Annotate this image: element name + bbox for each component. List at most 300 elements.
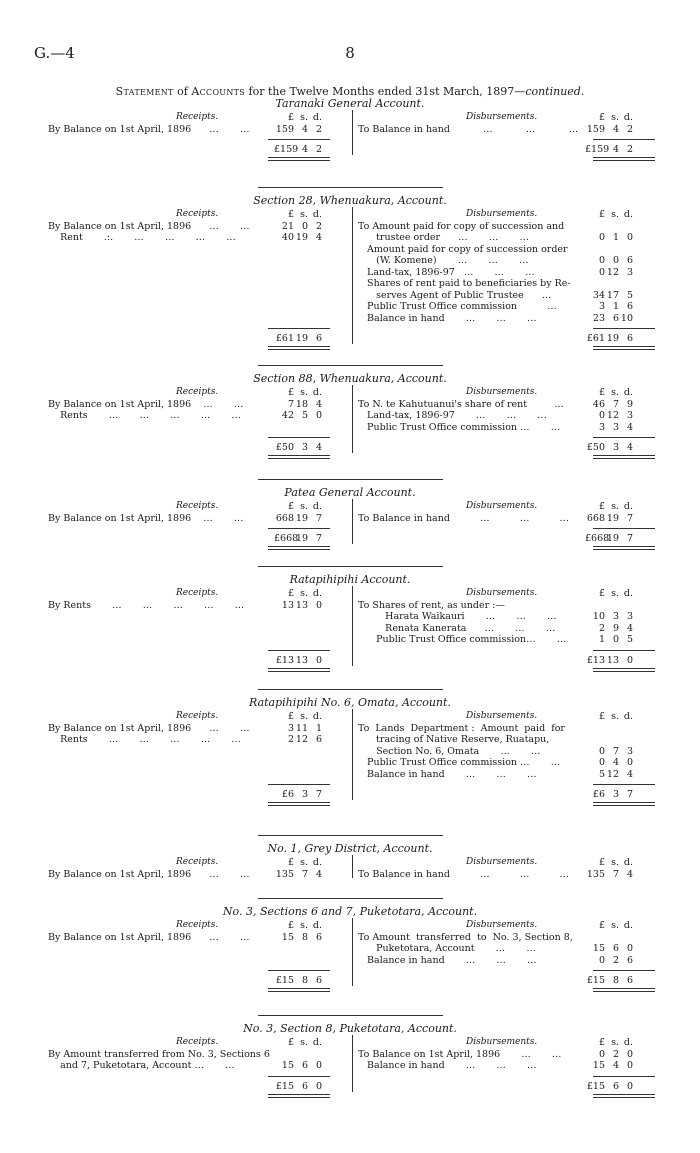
disbursement-amount-l: 15 [592, 943, 605, 954]
disbursement-line: To Amount transferred to No. 3, Section 8, [358, 931, 573, 943]
column-divider [352, 207, 353, 344]
section-divider [258, 187, 443, 188]
disbursement-amount-d: 9 [626, 398, 633, 410]
receipts-currency-header [274, 920, 322, 932]
disbursement-amount-s: 2 [612, 1048, 619, 1060]
disbursement-amount-d: 6 [626, 954, 633, 966]
disbursements-total [585, 333, 633, 345]
disbursements-currency-header [585, 112, 633, 124]
disbursement-amount [585, 757, 633, 769]
receipts-total-d: 0 [315, 1080, 322, 1092]
disbursement-line: Balance in hand … … … [358, 1060, 537, 1071]
disbursements-double-rule [593, 1094, 655, 1095]
disbursements-total-l: £15 [586, 975, 605, 986]
disbursement-amount-s: 0 [612, 634, 619, 645]
disbursement-line: Public Trust Office commission … … [358, 421, 561, 433]
receipts-total-d: 6 [315, 975, 322, 986]
currency-d: d. [623, 112, 633, 123]
disbursements-total-s: 19 [606, 333, 619, 344]
disbursement-amount-s: 6 [612, 312, 619, 324]
disbursement-amount-l: 34 [592, 289, 605, 301]
receipts-total-l: £13 [275, 654, 294, 666]
receipts-total-d: 4 [315, 442, 322, 453]
receipts-sum-line [268, 437, 330, 438]
currency-d: d. [623, 857, 633, 868]
receipt-amount-l: 15 [281, 1060, 294, 1071]
disbursements-sum-line [593, 650, 655, 651]
receipts-total-l: £6 [281, 789, 294, 800]
disbursement-amount-s: 3 [612, 421, 619, 433]
statement-word: Statement [115, 85, 174, 98]
column-divider [352, 385, 353, 453]
disbursements-currency-header [585, 387, 633, 399]
receipts-total-l: £159 [274, 144, 299, 155]
disbursements-currency-header [585, 209, 633, 221]
disbursement-amount-s: 17 [606, 289, 619, 301]
disbursement-amount-l: 3 [598, 421, 605, 433]
disbursement-amount-l: 3 [598, 301, 605, 312]
receipt-line: By Rents … … … … … [48, 599, 245, 611]
disbursement-amount [585, 124, 633, 136]
account-title: Section 88, Whenuakura, Account. [253, 372, 447, 385]
receipt-amount [274, 734, 322, 746]
account-section [0, 574, 700, 704]
currency-l: £ [598, 501, 605, 512]
disbursement-amount-l: 0 [598, 410, 605, 421]
currency-s: s. [611, 387, 619, 398]
currency-s: s. [611, 112, 619, 123]
disbursement-amount-d: 10 [620, 312, 633, 324]
currency-s: s. [300, 711, 308, 722]
disbursement-amount [585, 769, 633, 781]
receipts-sum-line [268, 1076, 330, 1077]
receipt-amount-d: 2 [315, 220, 322, 232]
disbursement-amount [585, 422, 633, 434]
disbursements-header: Disbursements. [466, 711, 538, 721]
section-divider [258, 566, 443, 567]
currency-l: £ [598, 711, 605, 722]
column-divider [352, 110, 353, 155]
disbursement-amount-d: 0 [626, 757, 633, 768]
continued-label: continued. [525, 85, 585, 98]
receipts-total-d: 0 [315, 654, 322, 666]
disbursements-currency-header [585, 711, 633, 723]
currency-l: £ [287, 387, 294, 398]
currency-s: s. [611, 711, 619, 722]
disbursement-line: Balance in hand … … … [358, 312, 537, 324]
disbursements-total-s: 3 [612, 442, 619, 453]
disbursement-amount-l: 0 [598, 757, 605, 768]
receipt-amount-d: 6 [315, 734, 322, 745]
disbursement-amount [585, 723, 633, 735]
receipt-amount [274, 232, 322, 244]
disbursement-amount-l: 2 [598, 622, 605, 634]
receipt-line: By Balance on 1st April, 1896 … … [48, 220, 250, 232]
receipt-line: Rent .:. … … … … [48, 232, 236, 243]
disbursement-amount [585, 313, 633, 325]
currency-l: £ [287, 588, 294, 599]
disbursements-total [585, 789, 633, 801]
section-divider [258, 1015, 443, 1016]
disbursement-amount-d: 0 [626, 1060, 633, 1071]
disbursement-amount [585, 611, 633, 623]
currency-s: s. [300, 209, 308, 220]
disbursement-amount-s: 6 [612, 943, 619, 954]
receipt-amount-d: 2 [315, 123, 322, 135]
disbursement-amount-s: 12 [606, 266, 619, 278]
disbursement-amount-s: 1 [612, 301, 619, 312]
receipt-amount-d: 0 [315, 599, 322, 611]
currency-l: £ [598, 387, 605, 398]
disbursement-amount-d: 3 [626, 266, 633, 278]
receipts-double-rule [268, 1094, 330, 1095]
disbursement-amount-d: 3 [626, 745, 633, 757]
disbursement-amount-l: 0 [598, 266, 605, 278]
disbursement-amount-l: 0 [598, 255, 605, 266]
disbursements-total [585, 1081, 633, 1093]
currency-d: d. [623, 711, 633, 722]
currency-l: £ [287, 501, 294, 512]
disbursement-amount [585, 734, 633, 746]
disbursements-total-s: 13 [606, 654, 619, 666]
section-divider [258, 365, 443, 366]
receipts-sum-line [268, 328, 330, 329]
account-section [0, 697, 700, 827]
receipts-currency-header [274, 387, 322, 399]
currency-l: £ [598, 112, 605, 123]
receipt-amount-d: 7 [315, 512, 322, 524]
disbursement-amount-d: 3 [626, 611, 633, 622]
receipts-total-l: £668 [274, 533, 299, 544]
disbursement-amount-s: 7 [612, 398, 619, 410]
disbursements-total [585, 975, 633, 987]
receipt-line: By Balance on 1st April, 1896 … … [48, 722, 250, 734]
disbursement-amount [585, 410, 633, 422]
disbursement-amount-d: 5 [626, 289, 633, 301]
receipts-total-d: 7 [315, 533, 322, 544]
receipt-amount-l: 13 [281, 599, 294, 611]
account-title: No. 1, Grey District, Account. [267, 842, 433, 855]
receipt-amount [274, 869, 322, 881]
disbursements-double-rule [593, 546, 655, 547]
receipt-line: Rents … … … … … [48, 410, 241, 421]
receipts-total-s: 6 [301, 1080, 308, 1092]
receipts-sum-line [268, 784, 330, 785]
disbursements-total-l: £15 [586, 1080, 605, 1092]
disbursements-header: Disbursements. [466, 112, 538, 122]
currency-d: d. [312, 711, 322, 722]
disbursement-line: To Balance in hand … … … [358, 868, 570, 880]
receipts-header: Receipts. [176, 501, 219, 511]
currency-d: d. [312, 112, 322, 123]
receipts-currency-header [274, 112, 322, 124]
disbursement-amount-s: 4 [612, 757, 619, 768]
receipts-total-l: £50 [275, 442, 294, 453]
column-divider [352, 855, 353, 878]
disbursements-total-s: 8 [612, 975, 619, 986]
receipts-total [274, 333, 322, 345]
currency-d: d. [312, 387, 322, 398]
disbursements-header: Disbursements. [466, 209, 538, 219]
currency-d: d. [623, 1037, 633, 1048]
currency-s: s. [300, 112, 308, 123]
disbursement-amount [585, 255, 633, 267]
receipt-amount-l: 21 [281, 220, 294, 232]
section-divider [258, 689, 443, 690]
disbursement-amount-l: 5 [598, 768, 605, 780]
disbursement-line: To N. te Kahutuanui's share of rent … [358, 398, 564, 410]
disbursements-header: Disbursements. [466, 857, 538, 867]
disbursement-line: Land-tax, 1896-97 … … … [358, 410, 547, 421]
receipt-line: and 7, Puketotara, Account … … [48, 1060, 235, 1071]
currency-d: d. [312, 920, 322, 931]
disbursement-amount [585, 244, 633, 256]
receipts-total-l: £15 [275, 1080, 294, 1092]
receipts-total-s: 19 [295, 533, 308, 544]
receipts-total-s: 19 [295, 333, 308, 344]
disbursements-currency-header [585, 920, 633, 932]
disbursement-amount-d: 6 [626, 301, 633, 312]
disbursement-line: To Balance on 1st April, 1896 … … [358, 1048, 562, 1060]
disbursements-total-l: £6 [592, 789, 605, 800]
receipt-amount-s: 8 [301, 931, 308, 943]
receipts-sum-line [268, 970, 330, 971]
disbursements-header: Disbursements. [466, 501, 538, 511]
disbursement-line: Public Trust Office commission … … [358, 757, 561, 768]
disbursement-amount-s: 12 [606, 410, 619, 421]
disbursements-double-rule [593, 668, 655, 669]
disbursements-currency-header [585, 857, 633, 869]
currency-s: s. [300, 857, 308, 868]
disbursement-amount-l: 1 [598, 634, 605, 645]
receipts-currency-header [274, 209, 322, 221]
receipt-amount [274, 1060, 322, 1072]
receipt-amount [274, 124, 322, 136]
currency-s: s. [300, 387, 308, 398]
currency-d: d. [312, 501, 322, 512]
receipts-double-rule [268, 346, 330, 347]
currency-d: d. [623, 501, 633, 512]
receipts-currency-header [274, 711, 322, 723]
disbursements-double-rule [593, 455, 655, 456]
disbursement-amount [585, 955, 633, 967]
currency-d: d. [312, 857, 322, 868]
page-reference: G.—4 [34, 44, 75, 62]
disbursement-amount [585, 623, 633, 635]
receipt-amount-s: 18 [295, 398, 308, 410]
disbursement-amount-s: 9 [612, 622, 619, 634]
receipt-amount-d: 4 [315, 868, 322, 880]
disbursements-header: Disbursements. [466, 920, 538, 930]
receipt-amount-s: 7 [301, 868, 308, 880]
disbursements-total [585, 442, 633, 454]
page-number: 8 [345, 44, 355, 62]
receipts-header: Receipts. [176, 588, 219, 598]
disbursement-amount [585, 943, 633, 955]
disbursement-amount-l: 0 [598, 1048, 605, 1060]
receipts-header: Receipts. [176, 1037, 219, 1047]
currency-l: £ [287, 857, 294, 868]
disbursements-total-s: 6 [612, 1080, 619, 1092]
currency-l: £ [287, 920, 294, 931]
currency-d: d. [623, 387, 633, 398]
currency-l: £ [598, 588, 605, 599]
column-divider [352, 586, 353, 666]
currency-l: £ [598, 920, 605, 931]
disbursement-amount-d: 0 [626, 943, 633, 954]
receipt-amount [274, 723, 322, 735]
disbursement-amount-d: 4 [626, 622, 633, 634]
disbursement-amount-s: 2 [612, 954, 619, 966]
column-divider [352, 1035, 353, 1092]
disbursement-amount-l: 15 [592, 1060, 605, 1071]
receipt-amount-l: 2 [287, 734, 294, 745]
disbursement-line: Puketotara, Account … … [358, 943, 536, 954]
disbursement-amount [585, 301, 633, 313]
receipts-currency-header [274, 857, 322, 869]
disbursement-amount-l: 135 [586, 868, 605, 880]
disbursement-line: To Balance in hand … … … [358, 512, 570, 524]
account-title: Patea General Account. [284, 486, 416, 499]
column-divider [352, 918, 353, 986]
receipts-double-rule [268, 988, 330, 989]
currency-l: £ [598, 1037, 605, 1048]
disbursement-amount-s: 1 [612, 232, 619, 243]
disbursement-line: tracing of Native Reserve, Ruatapu, [358, 734, 550, 745]
receipts-total [274, 1081, 322, 1093]
disbursement-line: serves Agent of Public Trustee … [358, 289, 552, 301]
currency-s: s. [300, 920, 308, 931]
receipts-total [274, 789, 322, 801]
account-section [0, 1023, 700, 1153]
disbursement-amount [585, 513, 633, 525]
section-divider [258, 479, 443, 480]
disbursement-line: Balance in hand … … … [358, 768, 537, 780]
receipts-double-rule [268, 802, 330, 803]
disbursement-amount-d: 7 [626, 512, 633, 524]
disbursement-amount [585, 399, 633, 411]
receipt-amount-l: 15 [281, 931, 294, 943]
disbursement-amount-s: 12 [606, 768, 619, 780]
statement-of: of [173, 85, 192, 98]
disbursement-amount [585, 290, 633, 302]
disbursements-sum-line [593, 784, 655, 785]
receipt-amount-l: 40 [281, 232, 294, 243]
disbursement-line: Section No. 6, Omata … … [358, 745, 541, 757]
section-divider [258, 898, 443, 899]
currency-d: d. [312, 1037, 322, 1048]
disbursement-amount-d: 0 [626, 232, 633, 243]
receipt-amount [274, 932, 322, 944]
currency-d: d. [623, 920, 633, 931]
disbursement-amount [585, 746, 633, 758]
receipt-amount-s: 4 [301, 123, 308, 135]
disbursement-amount-l: 0 [598, 745, 605, 757]
account-title: No. 3, Section 8, Puketotara, Account. [243, 1022, 457, 1035]
disbursements-total-d: 4 [626, 442, 633, 453]
currency-s: s. [611, 1037, 619, 1048]
disbursements-header: Disbursements. [466, 387, 538, 397]
receipts-total [274, 655, 322, 667]
receipt-amount [274, 600, 322, 612]
receipt-amount-l: 42 [281, 410, 294, 421]
receipts-currency-header [274, 588, 322, 600]
disbursements-currency-header [585, 501, 633, 513]
disbursements-sum-line [593, 970, 655, 971]
section-divider [258, 835, 443, 836]
receipts-total [274, 442, 322, 454]
receipts-total-s: 8 [301, 975, 308, 986]
disbursements-sum-line [593, 328, 655, 329]
receipts-total [274, 975, 322, 987]
receipt-amount [274, 221, 322, 233]
disbursements-sum-line [593, 1076, 655, 1077]
disbursement-amount-l: 0 [598, 954, 605, 966]
disbursement-amount-d: 2 [626, 123, 633, 135]
currency-d: d. [623, 209, 633, 220]
receipt-line: By Balance on 1st April, 1896 … … [48, 931, 250, 943]
receipts-total-s: 3 [301, 442, 308, 453]
account-title: Taranaki General Account. [275, 97, 425, 110]
account-title: No. 3, Sections 6 and 7, Puketotara, Account. [222, 905, 478, 918]
receipt-amount-d: 0 [315, 1060, 322, 1071]
receipts-total-s: 3 [301, 789, 308, 800]
currency-s: s. [611, 588, 619, 599]
disbursements-header: Disbursements. [466, 1037, 538, 1047]
currency-l: £ [287, 1037, 294, 1048]
receipts-total-s: 4 [301, 144, 308, 155]
receipt-amount-s: 0 [301, 220, 308, 232]
receipt-amount-s: 13 [295, 599, 308, 611]
disbursement-amount [585, 634, 633, 646]
receipt-line: By Amount transferred from No. 3, Sections 6 [48, 1048, 270, 1060]
disbursement-amount-s: 7 [612, 868, 619, 880]
disbursement-amount-l: 10 [592, 611, 605, 622]
disbursements-total-s: 19 [606, 533, 619, 544]
receipts-currency-header [274, 501, 322, 513]
disbursement-line: Public Trust Office commission … [358, 301, 557, 312]
disbursement-amount [585, 278, 633, 290]
currency-s: s. [611, 209, 619, 220]
disbursement-amount [585, 221, 633, 233]
disbursements-sum-line [593, 139, 655, 140]
disbursement-amount-d: 3 [626, 410, 633, 421]
disbursements-total [585, 144, 633, 156]
disbursement-line: trustee order … … … [358, 232, 529, 243]
disbursements-total-s: 3 [612, 789, 619, 800]
receipts-total-d: 6 [315, 333, 322, 344]
disbursement-line: Harata Waikauri … … … [358, 611, 557, 622]
receipts-header: Receipts. [176, 112, 219, 122]
currency-l: £ [287, 711, 294, 722]
disbursements-total-l: £13 [586, 654, 605, 666]
disbursements-sum-line [593, 437, 655, 438]
disbursement-line: Balance in hand … … … [358, 954, 537, 966]
receipts-double-rule [268, 157, 330, 158]
currency-s: s. [300, 588, 308, 599]
currency-s: s. [300, 501, 308, 512]
disbursement-amount-d: 4 [626, 421, 633, 433]
disbursement-amount-s: 4 [612, 123, 619, 135]
disbursements-total [585, 655, 633, 667]
receipt-amount-s: 19 [295, 232, 308, 243]
account-section [0, 373, 700, 503]
account-title: Section 28, Whenuakura, Account. [253, 194, 447, 207]
currency-s: s. [611, 501, 619, 512]
receipts-double-rule [268, 668, 330, 669]
disbursement-line: Shares of rent paid to beneficiaries by Re- [358, 278, 571, 289]
receipts-total-l: £15 [275, 975, 294, 986]
